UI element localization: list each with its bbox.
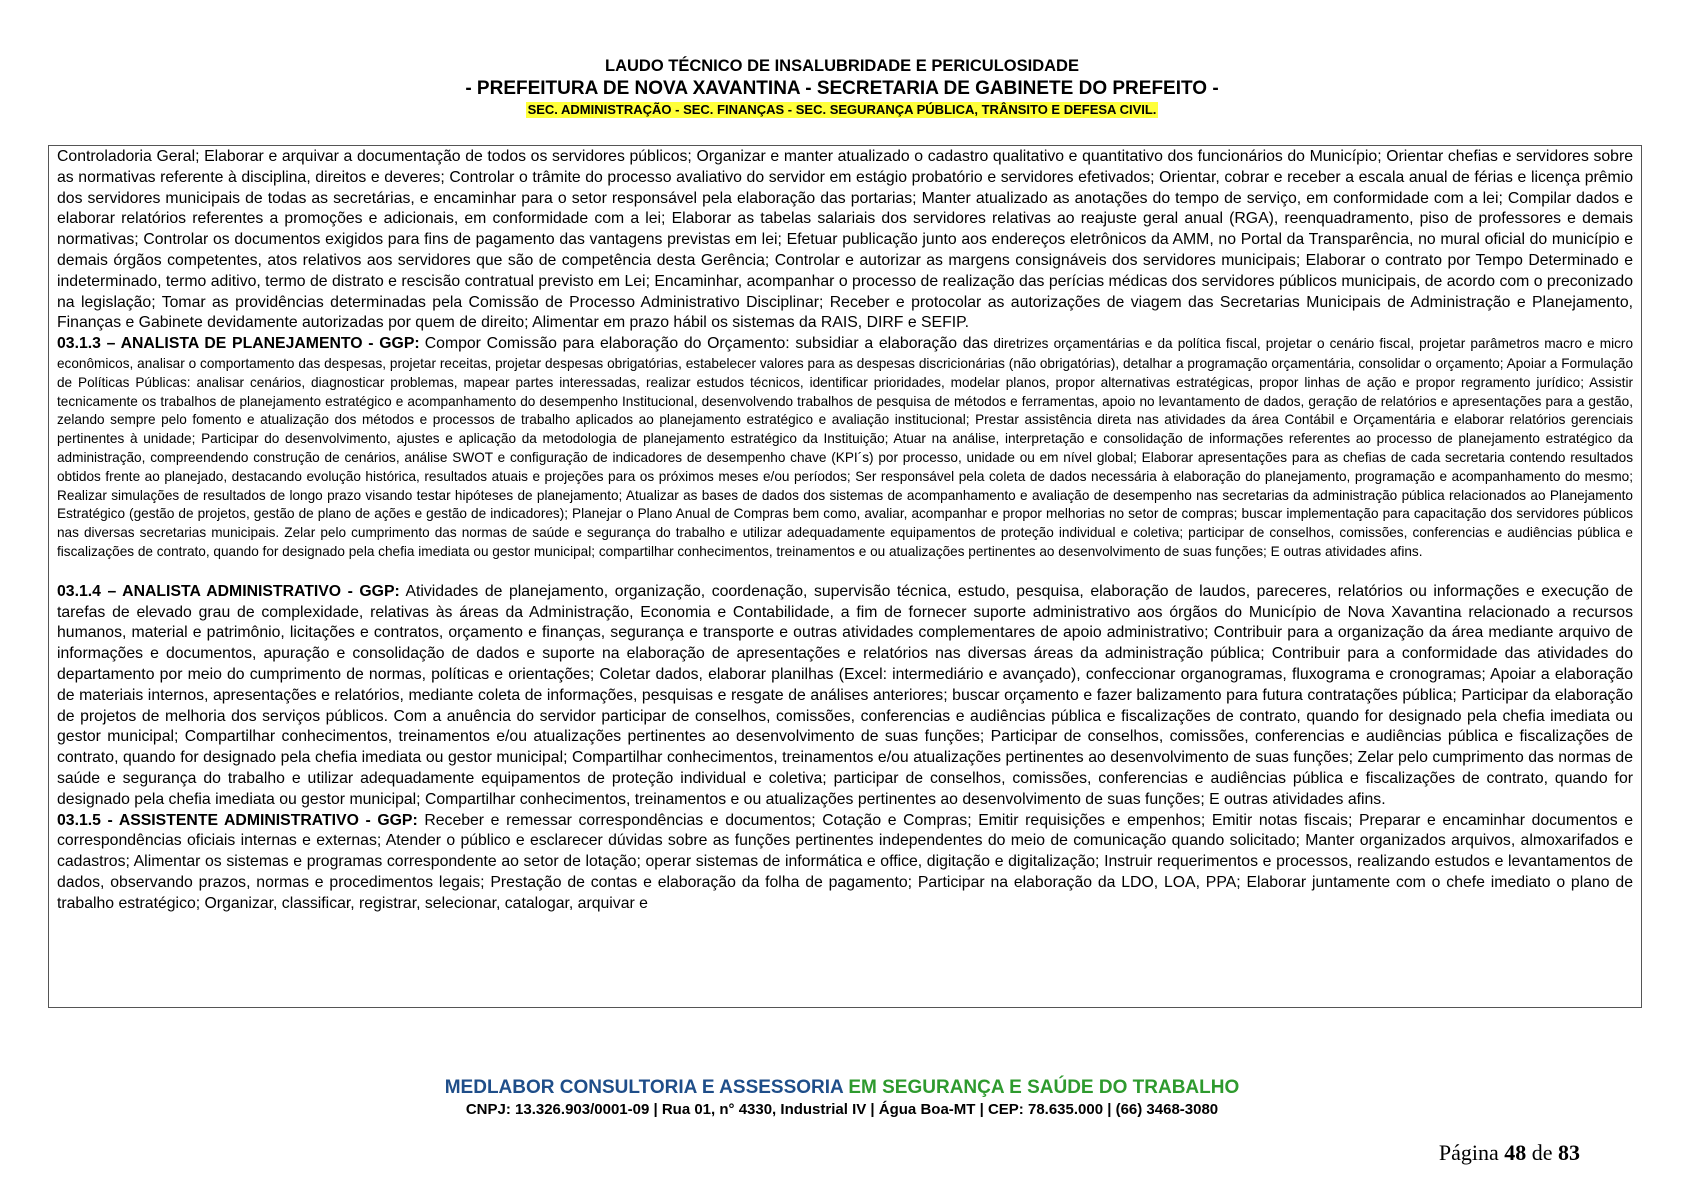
report-title: LAUDO TÉCNICO DE INSALUBRIDADE E PERICULOSIDADE — [605, 57, 1079, 75]
section-text-analista-planejamento: diretrizes orçamentárias e da política fiscal, projetar o cenário fiscal, projetar parâmetros macro e micro econômicos, analisar o comportamento das despesas, projetar receitas, projetar despesas obrigatórias, estabelecer valores para as despesas discricionárias (não obrigatórias), detalhar a programação orçamentária, consolidar o orçamento; Apoiar a Formulação de Políticas Públicas: analisar cenários, diagnosticar problemas, mapear partes interessadas, realizar estudos técnicos, identificar prioridades, modelar planos, propor alternativas estratégicas, propor linhas de ação e propor regramento jurídico; Assistir tecnicamente os trabalhos de planejamento estratégico e acompanhamento do desempenho Institucional, desenvolvendo trabalhos de pesquisa de métodos e ferramentas, apoio no levantamento de dados, geração de relatórios e apresentações para a gestão, zelando sempre pelo fomento e atualização dos métodos e processos de trabalho aplicados ao planejamento estratégico e avaliação institucional; Prestar assistência direta nas atividades da área Contábil e Orçamentária e elaborar relatórios gerenciais pertinentes à unidade; Participar do desenvolvimento, ajustes e aplicação da metodologia de planejamento estratégico da Instituição; Atuar na análise, interpretação e consolidação de informações referentes ao processo de planejamento estratégico da administração, compreendendo construção de cenários, análise SWOT e configuração de indicadores de desempenho chave (KPI´s) por processo, unidade ou em nível global; Elaborar apresentações para as chefias de cada secretaria contendo resultados obtidos frente ao planejado, destacando evolução histórica, resultados atuais e projeções para os próximos meses e/ou períodos; Ser responsável pela coleta de dados necessária à elaboração do planejamento, programação e acompanhamento do mesmo; Realizar simulações de resultados de longo prazo visando testar hipóteses de planejamento; Atualizar as bases de dados dos sistemas de acompanhamento e avaliação de desempenho nas secretarias da administração pública relacionados ao Planejamento Estratégico (gestão de projetos, gestão de plano de ações e gestão de indicadores); Planejar o Plano Anual de Compras bem como, avaliar, acompanhar e propor melhorias no setor de compras; buscar implementação para capacitação dos servidores públicos nas diversas secretarias municipais. Zelar pelo cumprimento das normas de saúde e segurança do trabalho e utilizar adequadamente equipamentos de proteção individual e coletiva; participar de conselhos, comissões, conferencias e audiências pública e fiscalizações de contrato, quando for designado pela chefia imediata ou gestor municipal; compartilhar conhecimentos, treinamentos e ou atualizações pertinentes ao desenvolvimento de suas funções; E outras atividades afins. — [57, 336, 1634, 559]
page-current: 48 — [1504, 1140, 1527, 1165]
spacer — [57, 562, 1633, 582]
page-separator: de — [1531, 1140, 1553, 1165]
company-name-part1: MEDLABOR CONSULTORIA E ASSESSORIA — [444, 1077, 844, 1098]
section-03-1-4 — [57, 582, 1633, 811]
section-text-assistente-administrativo: Receber e remessar correspondências e documentos; Cotação e Compras; Emitir requisições e empenhos; Emitir notas fiscais; Preparar e encaminhar documentos e correspondências oficiais internas e externas; Atender o público e esclarecer dúvidas sobre as funções pertinentes independentes do meio de comunicação quando solicitado; Manter organizados arquivos, almoxarifados e cadastros; Alimentar os sistemas e programas correspondente ao setor de lotação; operar sistemas de informática e office, digitação e digitalização; Instruir requerimentos e processos, realizando estudos e levantamentos de dados, observando prazos, normas e procedimentos legais; Prestação de contas e elaboração da folha de pagamento; Participar na elaboração da LDO, LOA, PPA; Elaborar juntamente com o chefe imediato o plano de trabalho estratégico; Organizar, classificar, registrar, selecionar, catalogar, arquivar e — [57, 811, 1634, 912]
company-name-part2: EM SEGURANÇA E SAÚDE DO TRABALHO — [848, 1077, 1240, 1098]
page-total: 83 — [1558, 1140, 1580, 1165]
secretariats-highlight: SEC. ADMINISTRAÇÃO - SEC. FINANÇAS - SEC. SEGURANÇA PÚBLICA, TRÂNSITO E DEFESA CIVIL. — [527, 102, 1157, 117]
section-heading-assistente-administrativo: 03.1.5 - ASSISTENTE ADMINISTRATIVO - GGP: — [57, 811, 418, 829]
report-subtitle: - PREFEITURA DE NOVA XAVANTINA - SECRETARIA DE GABINETE DO PREFEITO - — [465, 78, 1219, 99]
page-label: Página — [1438, 1140, 1499, 1165]
page-number — [1439, 1140, 1580, 1166]
company-contact-line: CNPJ: 13.326.903/0001-09 | Rua 01, n° 4330, Industrial IV | Água Boa-MT | CEP: 78.635.000 | (66) 3468-3080 — [465, 1101, 1219, 1118]
section-heading-analista-administrativo: 03.1.4 – ANALISTA ADMINISTRATIVO - GGP: — [57, 582, 400, 600]
company-name — [0, 1076, 1684, 1100]
document-footer — [0, 1076, 1684, 1120]
section-lead-analista-planejamento: Compor Comissão para elaboração do Orçamento: subsidiar a elaboração das — [424, 335, 989, 353]
section-text-analista-administrativo: Atividades de planejamento, organização, coordenação, supervisão técnica, estudo, pesquisa, elaboração de laudos, pareceres, relatórios ou informações e execução de tarefas de elevado grau de complexidade, relativas às áreas da Administração, Economia e Contabilidade, a fim de fornecer suporte administrativo aos órgãos do Município de Nova Xavantina relacionado a recursos humanos, material e patrimônio, licitações e contratos, orçamento e finanças, segurança e transporte e outras atividades complementares de apoio administrativo; Contribuir para a organização da área mediante arquivo de informações e documentos, apuração e consolidação de dados e suporte na elaboração de apresentações e relatórios nas diversas áreas da administração pública; Contribuir para a conformidade das atividades do departamento por meio do cumprimento de normas, políticas e orientações; Coletar dados, elaborar planilhas (Excel: intermediário e avançado), confeccionar organogramas, fluxograma e cronogramas; Apoiar a elaboração de materiais internos, apresentações e relatórios, mediante coleta de informações, pesquisas e resgate de análises anteriores; buscar orçamento e fazer balizamento para futura contratações pública; Participar da elaboração de projetos de melhoria dos serviços públicos. Com a anuência do servidor participar de conselhos, comissões, conferencias e audiências pública e fiscalizações de contrato, quando for designado pela chefia imediata ou gestor municipal; Compartilhar conhecimentos, treinamentos e/ou atualizações pertinentes ao desenvolvimento de suas funções; Participar de conselhos, comissões, conferencias e audiências pública e fiscalizações de contrato, quando for designado pela chefia imediata ou gestor municipal; Compartilhar conhecimentos, treinamentos e/ou atualizações pertinentes ao desenvolvimento de suas funções; Zelar pelo cumprimento das normas de saúde e segurança do trabalho e utilizar adequadamente equipamentos de proteção individual e coletiva; participar de conselhos, comissões, conferencias e audiências pública e fiscalizações de contrato, quando for designado pela chefia imediata ou gestor municipal; Compartilhar conhecimentos, treinamentos e ou atualizações pertinentes ao desenvolvimento de suas funções; E outras atividades afins. — [57, 582, 1633, 808]
intro-paragraph — [57, 147, 1633, 334]
section-heading-analista-planejamento: 03.1.3 – ANALISTA DE PLANEJAMENTO - GGP: — [57, 335, 420, 353]
content-box — [48, 145, 1642, 1008]
section-03-1-3 — [57, 334, 1633, 562]
document-header — [0, 55, 1684, 119]
intro-text: Controladoria Geral; Elaborar e arquivar a documentação de todos os servidores públicos; Organizar e manter atualizado o cadastro qualitativo e quantitativo dos funcionários do Município; Orientar chefias e servidores sobre as normativas referente à disciplina, direitos e deveres; Controlar o trâmite do processo avaliativo do servidor em estágio probatório e servidores efetivados; Orientar, cobrar e receber a escala anual de férias e licença prêmio dos servidores municipais de todas as secretárias, e encaminhar para o setor responsável pela elaboração das portarias; Manter atualizado as anotações do tempo de serviço, em conformidade com a lei; Compilar dados e elaborar relatórios referentes a promoções e adicionais, em conformidade com a lei; Elaborar as tabelas salariais dos servidores relativas ao reajuste geral anual (RGA), reenquadramento, piso de professores e demais normativas; Controlar os documentos exigidos para fins de pagamento das vantagens previstas em lei; Efetuar publicação junto aos endereços eletrônicos da AMM, no Portal da Transparência, no mural oficial do município e demais órgãos competentes, atos relativos aos servidores que são de competência desta Gerência; Controlar e autorizar as margens consignáveis dos servidores municipais; Elaborar o contrato por Tempo Determinado e indeterminado, termo aditivo, termo de distrato e rescisão contratual previsto em Lei; Encaminhar, acompanhar o processo de realização das perícias médicas dos servidores públicos municipais, de acordo com o preconizado na legislação; Tomar as providências determinadas pela Comissão de Processo Administrativo Disciplinar; Receber e protocolar as autorizações de viagem das Secretarias Municipais de Administração e Planejamento, Finanças e Gabinete devidamente autorizadas por quem de direito; Alimentar em prazo hábil os sistemas da RAIS, DIRF e SEFIP. — [57, 148, 1633, 332]
section-03-1-5 — [57, 811, 1633, 915]
